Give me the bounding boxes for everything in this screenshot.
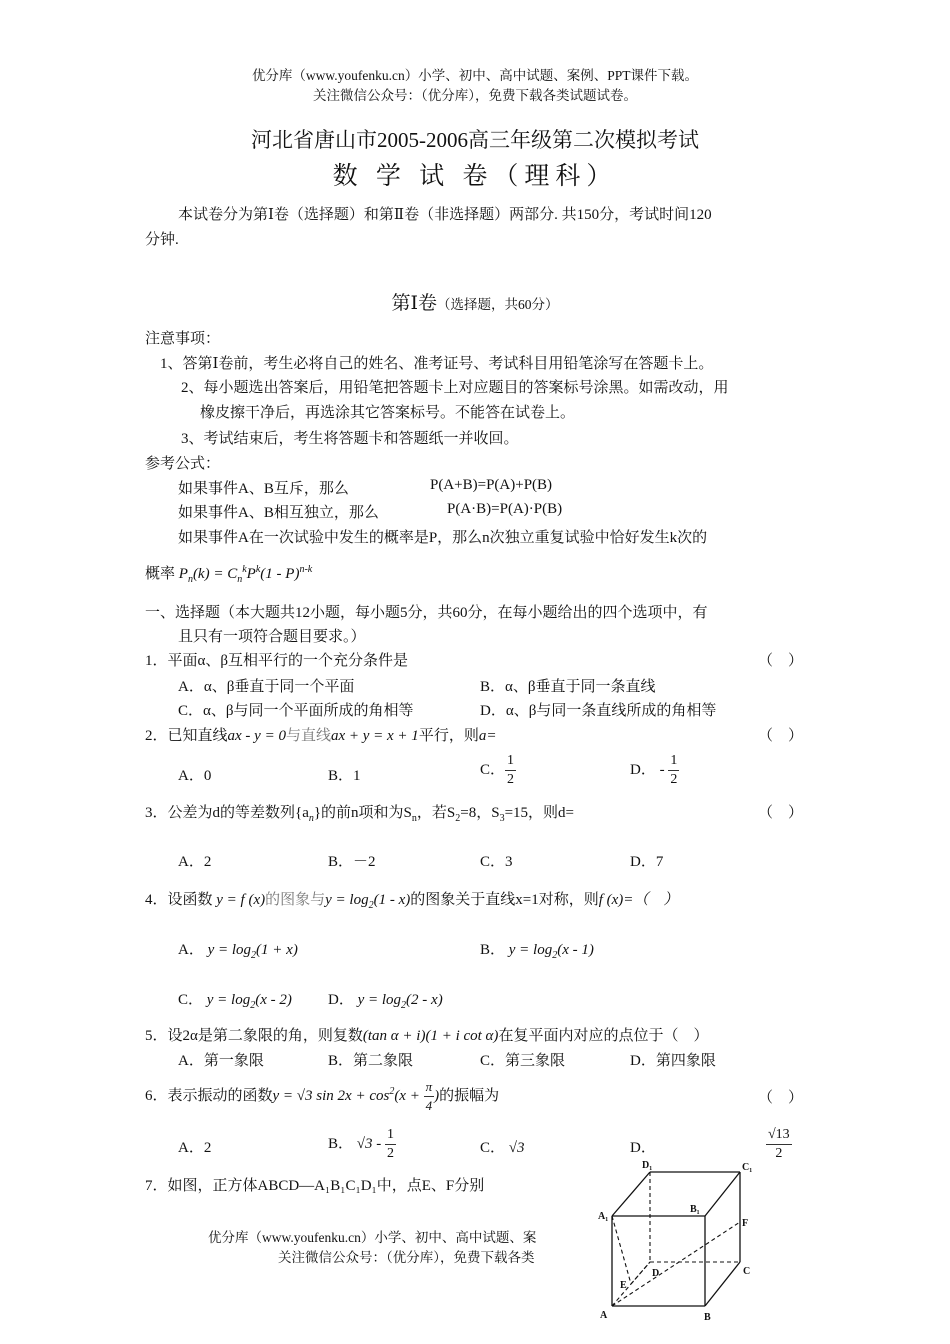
q6-stem xyxy=(145,1078,499,1115)
binomial-formula: $P_n(k) = C_n^kP^k(1 - P)^{n-k}$ xyxy=(178,564,313,585)
edge-a1d1 xyxy=(612,1172,650,1216)
section1-line-1: 一、选择题（本大题共12小题，每小题5分，共60分，在每小题给出的四个选项中，有 xyxy=(145,605,708,621)
label-d1: D₁ xyxy=(642,1160,653,1171)
q2-option-c-label: C． xyxy=(480,761,506,778)
q2-c-fraction: $\frac{1}{2}$ xyxy=(507,753,515,787)
q4-a-label: A． xyxy=(178,942,204,958)
q3-stem-2: }的前n项和为S xyxy=(313,805,412,821)
q2-option-c xyxy=(480,752,516,789)
exam-subtitle: 数 学 试 卷（理科） xyxy=(332,163,618,190)
q2-suffix: 平行，则 xyxy=(418,728,479,744)
q2-option-a: A．0 xyxy=(178,768,212,784)
q4-fx: y = f (x) xyxy=(212,892,266,908)
q4-end: f (x)=（ ） xyxy=(598,892,679,908)
exam-title: 河北省唐山市2005-2006高三年级第二次模拟考试 xyxy=(251,128,699,152)
q5-stem xyxy=(145,1024,708,1045)
q6-d-fraction: $\frac{√13}{2}$ xyxy=(768,1127,790,1161)
label-c1: C₁ xyxy=(742,1162,753,1173)
q5-complex: (tan α + i)(1 + i cot α) xyxy=(362,1028,499,1044)
q2-mid: 与直线 xyxy=(285,728,331,744)
q4-option-a: A． $y = \log_2(1 + x)$ xyxy=(178,942,298,961)
notice-item-3: 3、考试结束后，考生将答题卡和答题纸一并收回。 xyxy=(181,431,519,447)
label-a1: A₁ xyxy=(598,1211,609,1222)
q5-suffix: 在复平面内对应的点位于（ ） xyxy=(498,1028,709,1044)
q4-b-label: B． xyxy=(480,942,506,958)
q6-suffix: 的振幅为 xyxy=(439,1087,500,1104)
label-a: A xyxy=(600,1310,608,1321)
label-b: B xyxy=(704,1312,711,1323)
q4-option-b: B． $y = \log_2(x - 1)$ xyxy=(480,942,594,961)
q2-answer-paren: （ ） xyxy=(758,728,804,744)
formula-2-text: 如果事件A、B相互独立，那么 xyxy=(178,505,379,521)
section1-line-2: 且只有一项符合题目要求。） xyxy=(178,629,366,645)
part1-note: （选择题，共60分） xyxy=(437,297,559,312)
q6-option-c: C． √3 xyxy=(480,1140,525,1156)
q2-option-b: B．1 xyxy=(328,768,361,784)
q1-option-d: D．α、β与同一条直线所成的角相等 xyxy=(480,703,717,719)
q5-option-a: A．第一象限 xyxy=(178,1053,264,1069)
hidden-line-ed xyxy=(631,1262,650,1284)
q4-mid: 的图象与 xyxy=(265,892,326,908)
label-e: E xyxy=(620,1280,627,1291)
intro-line-2: 分钟. xyxy=(145,232,179,248)
formula-1-text: 如果事件A、B互斥，那么 xyxy=(178,481,349,497)
q3-stem: 3．公差为d的等差数列$\{a_n\}$的前n项和为$S_n$，若$S_2=8$，$S_3=15$，则d= xyxy=(145,805,574,824)
q2-d-fraction: $\frac{1}{2}$ xyxy=(670,753,678,787)
q1-stem: 1．平面α、β互相平行的一个充分条件是 xyxy=(145,653,408,669)
q6-b-label: B． xyxy=(328,1135,354,1152)
q3-answer-paren: （ ） xyxy=(758,805,804,821)
q3-option-b: B．－2 xyxy=(328,854,376,870)
q1-option-c: C．α、β与同一个平面所成的角相等 xyxy=(178,703,414,719)
q3-option-d: D．7 xyxy=(630,854,664,870)
q4-prefix: 4．设函数 xyxy=(145,892,213,908)
header-line-1: 优分库（www.youfenku.cn）小学、初中、高中试题、案例、PPT课件下载。 xyxy=(251,68,699,83)
q4-c-label: C． xyxy=(178,992,204,1008)
q5-option-c: C．第三象限 xyxy=(480,1053,566,1069)
q1-option-a: A．α、β垂直于同一个平面 xyxy=(178,679,355,695)
q2-option-d: D． - $\frac{1}{2}$ xyxy=(630,753,678,787)
q3-option-c: C．3 xyxy=(480,854,513,870)
q5-prefix: 5．设2α是第二象限的角，则复数 xyxy=(145,1028,363,1044)
q4-option-d: D． $y = \log_2(2 - x)$ xyxy=(328,992,443,1011)
q6-function: y = √3 $\sin 2x + \cos^2(x$ + $\frac{\pi}{4}$ ) xyxy=(272,1079,440,1113)
q4-option-c: C． $y = \log_2(x - 2)$ xyxy=(178,992,292,1011)
q3-stem-3: ，若S xyxy=(416,805,456,821)
formula-3-row xyxy=(145,562,312,585)
formula-3-prefix: 概率 xyxy=(145,566,176,582)
formula-3-line: 如果事件A在一次试验中发生的概率是P，那么n次独立重复试验中恰好发生k次的 xyxy=(178,530,708,546)
label-c: C xyxy=(743,1266,751,1277)
q5-option-b: B．第二象限 xyxy=(328,1053,414,1069)
q2-line-2: ax + y = x + 1 xyxy=(330,728,419,744)
q4-log: $y = \log_2(1 - x)$ xyxy=(325,892,411,911)
label-f: F xyxy=(742,1218,749,1229)
q3-stem-5: =15，则d= xyxy=(504,805,574,821)
q2-line-1: ax - y = 0 xyxy=(227,728,286,744)
q2-stem xyxy=(145,724,496,745)
q6-option-b: B． √3 - $\frac{1}{2}$ xyxy=(328,1127,394,1161)
cube-figure xyxy=(590,1160,780,1340)
q1-option-b: B．α、β垂直于同一条直线 xyxy=(480,679,656,695)
q6-option-d: D． xyxy=(630,1140,656,1156)
formula-2: P(A·B)=P(A)·P(B) xyxy=(447,501,563,517)
q4-d-label: D． xyxy=(328,992,354,1008)
formula-1: P(A+B)=P(A)+P(B) xyxy=(430,477,553,493)
q2-a-eq: a= xyxy=(478,728,497,744)
q5-option-d: D．第四象限 xyxy=(630,1053,716,1069)
q6-answer-paren: （ ） xyxy=(758,1090,804,1106)
q2-option-d-label: D． xyxy=(630,761,656,778)
label-b1: B₁ xyxy=(690,1204,700,1215)
q6-prefix: 6．表示振动的函数 xyxy=(145,1087,273,1104)
hidden-line-a1e xyxy=(612,1216,631,1284)
q1-answer-paren: （ ） xyxy=(758,653,804,669)
notice-label: 注意事项： xyxy=(145,331,221,347)
edge-b1c1 xyxy=(705,1172,740,1216)
q3-stem-1: 3．公差为d的等差数列{a xyxy=(145,805,309,821)
part1-heading xyxy=(0,288,950,315)
hidden-line-af xyxy=(612,1222,740,1306)
notice-item-2-cont: 橡皮擦干净后，再选涂其它答案标号。不能答在试卷上。 xyxy=(200,405,576,421)
edge-bc xyxy=(705,1262,740,1306)
q3-option-a: A．2 xyxy=(178,854,212,870)
notice-item-1: 1、答第Ⅰ卷前，考生必将自己的姓名、准考证号、考试科目用铅笔涂写在答题卡上。 xyxy=(160,356,714,372)
footer-line-1: 优分库（www.youfenku.cn）小学、初中、高中试题、案 xyxy=(208,1230,537,1245)
q6-c-label: C． xyxy=(480,1140,506,1156)
q7-stem: 7．如图，正方体ABCD—A₁B₁C₁D₁中，点E、F分别 xyxy=(145,1178,485,1194)
part1-title: 第Ⅰ卷 xyxy=(391,293,437,314)
formulas-label: 参考公式： xyxy=(145,456,221,472)
footer-line-2: 关注微信公众号：（优分库），免费下载各类 xyxy=(278,1250,535,1265)
q2-prefix: 2．已知直线 xyxy=(145,728,228,744)
q4-suffix: 的图象关于直线x=1对称，则 xyxy=(410,892,599,908)
notice-item-2: 2、每小题选出答案后，用铅笔把答题卡上对应题目的答案标号涂黑。如需改动，用 xyxy=(181,380,729,396)
q6-option-a: A．2 xyxy=(178,1140,212,1156)
q3-stem-4: =8，S xyxy=(460,805,500,821)
intro-line-1: 本试卷分为第Ⅰ卷（选择题）和第Ⅱ卷（非选择题）两部分. 共150分，考试时间120 xyxy=(178,207,712,223)
label-d: D xyxy=(652,1268,660,1279)
q4-stem xyxy=(145,888,678,911)
header-line-2: 关注微信公众号：（优分库），免费下载各类试题试卷。 xyxy=(313,88,637,103)
